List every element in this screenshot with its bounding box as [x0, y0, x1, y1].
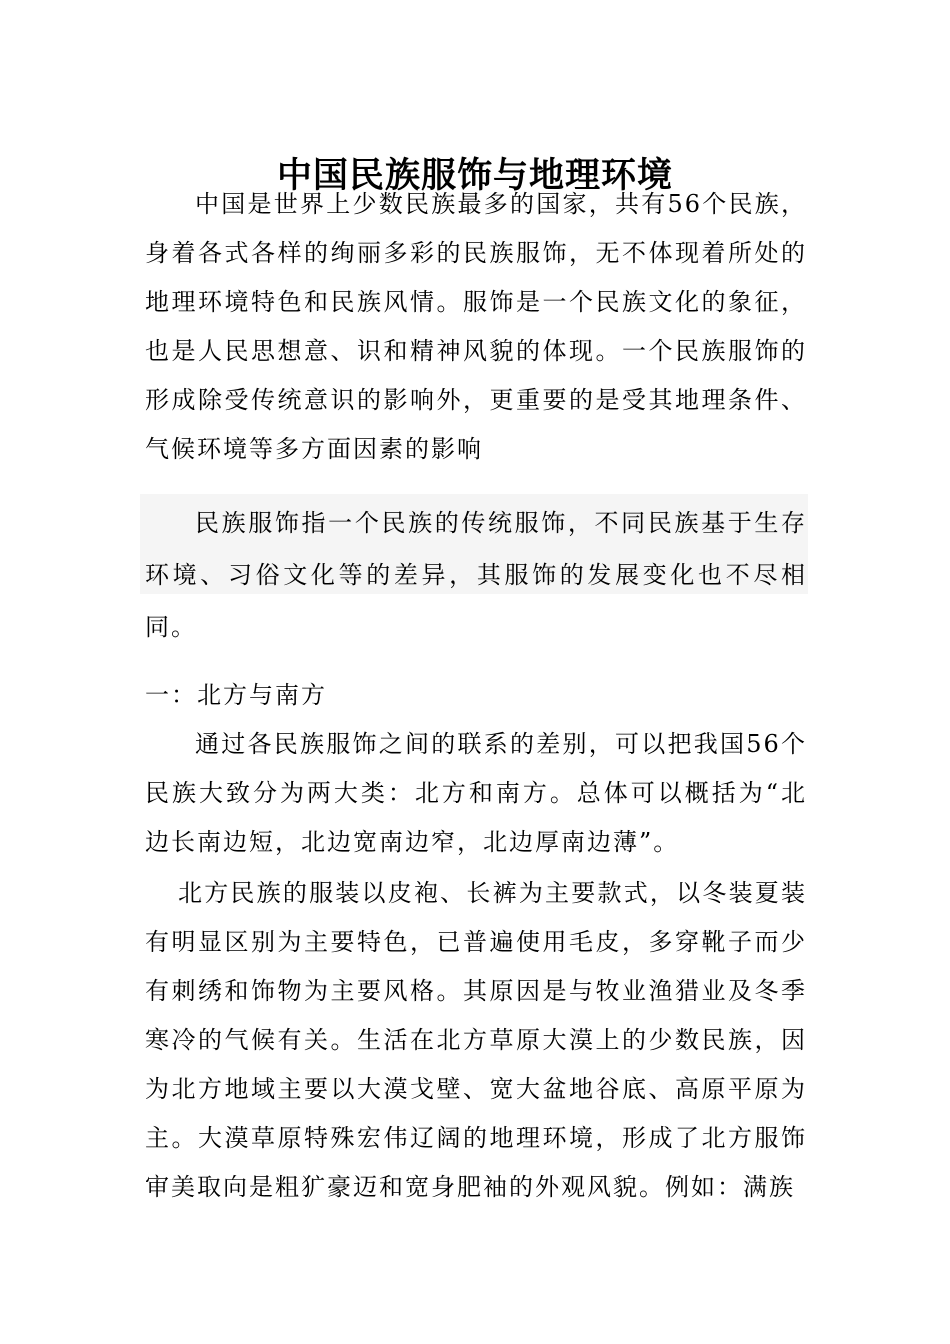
section-paragraph-2: 北方民族的服装以皮袍、长裤为主要款式，以冬装夏装有明显区别为主要特色，已普遍使用毛皮，多穿靴子而少有刺绣和饰物为主要风格。其原因是与牧业渔猎业及冬季寒冷的气候有关。生活在北方草原大漠上的少数民族，因为北方地域主要以大漠戈壁、宽大盆地谷底、高原平原为主。大漠草原特殊宏伟辽阔的地理环境，形成了北方服饰审美取向是粗犷豪迈和宽身肥袖的外观风貌。例如：满族 — [145, 879, 807, 1201]
document-title: 中国民族服饰与地理环境 — [276, 156, 673, 197]
intro-paragraph: 中国是世界上少数民族最多的国家，共有56个民族，身着各式各样的绚丽多彩的民族服饰，无不体现着所处的地理环境特色和民族风情。服饰是一个民族文化的象征，也是人民思想意、识和精神风貌的体现。一个民族服饰的形成除受传统意识的影响外，更重要的是受其地理条件、气候环境等多方面因素的影响 — [145, 190, 807, 463]
callout-text: 民族服饰指一个民族的传统服饰，不同民族基于生存环境、习俗文化等的差异，其服饰的发展变化也不尽相同。 — [145, 509, 807, 641]
section-paragraph-1: 通过各民族服饰之间的联系的差别，可以把我国56个民族大致分为两大类：北方和南方。总体可以概括为“北边长南边短，北边宽南边窄，北边厚南边薄”。 — [145, 730, 807, 856]
section-heading: 一：北方与南方 — [145, 681, 327, 709]
